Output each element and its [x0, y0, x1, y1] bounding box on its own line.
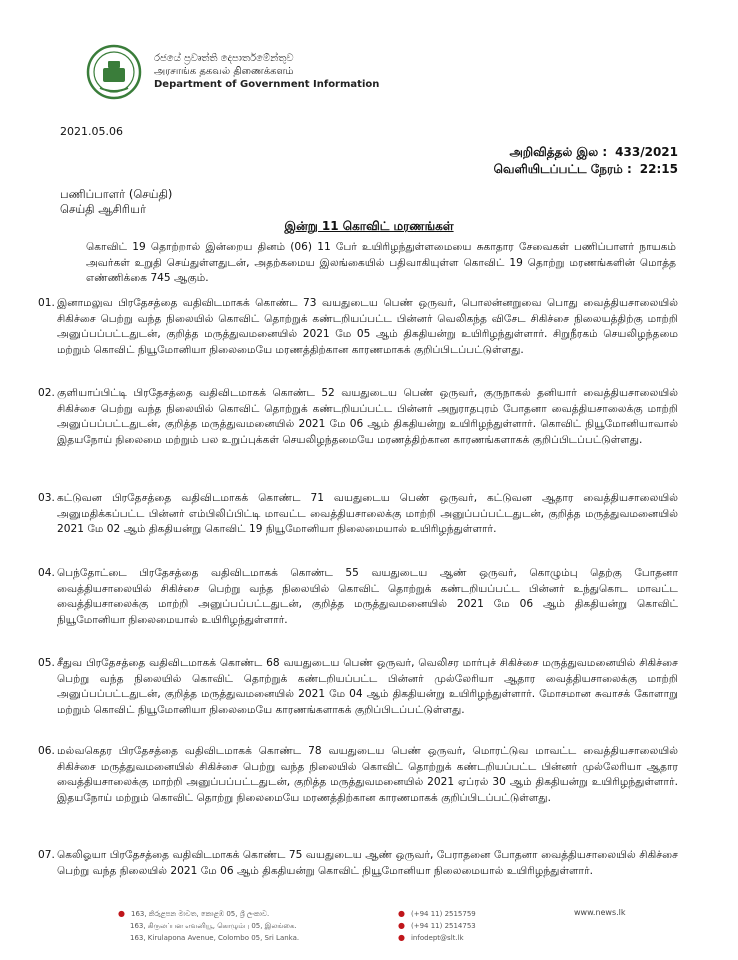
location-icon: ●: [118, 909, 125, 918]
item-text: கட்டுவன பிரதேசத்தை வதிவிடமாகக் கொண்ட 71 வயதுடைய பெண் ஒருவர், கட்டுவன ஆதார வைத்தியசாலையில் அனுமதிக்கப்பட்ட பின்னர் எம்பிலிப்பிட்டி மாவட்ட வைத்தியசாலைக்கு மாற்றி அனுப்பப்பட்டதுடன், குறித்த மருத்துவமனையில் 2021 மே 02 ஆம் திகதியன்று கொவிட் 19 நியூமோனியா நிலைமையால் உயிரிழந்துள்ளார்.: [57, 492, 678, 536]
item-text: மல்வகெதர பிரதேசத்தை வதிவிடமாகக் கொண்ட 78 வயதுடைய பெண் ஒருவர், மொரட்டுவ மாவட்ட வைத்தியசாலையில் சிகிச்சை மருத்துவமனையில் சிகிச்சை பெற்று வந்த நிலையில் கொவிட் தொற்றுக் கண்டறியப்பட்ட பின்னர் முல்லேரியா ஆதார வைத்தியசாலைக்கு மாற்றி அனுப்பப்பட்டதுடன், குறித்த மருத்துவமனையில் 2021 ஏப்ரல் 30 ஆம் திகதியன்று உயிரிழந்துள்ளார். இதயநோய் மற்றும் கொவிட் தொற்று நிலைமையே மரணத்திற்கான காரணமாகக் குறிப்பிடப்பட்டுள்ளது.: [57, 745, 678, 804]
org-name-english: Department of Government Information: [154, 79, 380, 90]
release-time-label: வெளியிடப்பட்ட நேரம் :: [493, 162, 632, 176]
fax-number: (+94 11) 2514753: [410, 922, 476, 930]
fax-icon: ●: [398, 921, 405, 930]
list-item: [38, 386, 678, 448]
item-number: 03.: [38, 492, 55, 504]
notice-number: 433/2021: [615, 145, 678, 159]
contact-block: [398, 908, 476, 944]
item-text: கெலிஓயா பிரதேசத்தை வதிவிடமாகக் கொண்ட 75 வயதுடைய ஆண் ஒருவர், பேராதனை போதனா வைத்தியசாலையில் சிகிச்சை பெற்று வந்த நிலையில் 2021 மே 06 ஆம் திகதியன்று கொவிட் நியூமோனியா நிலைமையால் உயிரிழந்துள்ளார்.: [57, 849, 678, 877]
letterhead: [86, 44, 386, 100]
item-number: 05.: [38, 657, 55, 669]
item-text: குளியாப்பிட்டி பிரதேசத்தை வதிவிடமாகக் கொண்ட 52 வயதுடைய பெண் ஒருவர், குருநாகல் தனியார் வைத்தியசாலையில் சிகிச்சை பெற்று வந்த நிலையில் கொவிட் தொற்றுக் கண்டறியப்பட்ட பின்னர் அநுராதபுரம் போதனா வைத்தியசாலைக்கு மாற்றி அனுப்பப்பட்டதுடன், குறித்த மருத்துவமனையில் 2021 மே 06 ஆம் திகதியன்று உயிரிழந்துள்ளார். கொவிட் நியூமோனியாவால் இதயநோய் நிலைமை மற்றும் பல உறுப்புக்கள் செயலிழந்தமையே மரணத்திற்கான காரணங்களாகக் குறிப்பிடப்பட்டுள்ளது.: [57, 387, 678, 446]
list-item: [38, 744, 678, 806]
item-number: 02.: [38, 387, 55, 399]
letterhead-footer: [0, 908, 738, 960]
reference-block: [494, 144, 678, 178]
website-link[interactable]: www.news.lk: [574, 908, 626, 917]
org-name-tamil: அரசாங்க தகவல் திணைக்களம்: [154, 66, 294, 77]
address-tamil: 163, கிருலப்பன எவனியூ, கொழும்பு 05, இலங்கை.: [130, 922, 297, 930]
item-number: 01.: [38, 297, 55, 309]
phone-icon: ●: [398, 909, 405, 918]
item-text: சீதுவ பிரதேசத்தை வதிவிடமாகக் கொண்ட 68 வயதுடைய பெண் ஒருவர், வெலிசர மார்புச் சிகிச்சை மருத்துவமனையில் சிகிச்சை பெற்று வந்த நிலையில் கொவிட் தொற்றுக் கண்டறியப்பட்ட பின்னர் முல்லேரியா ஆதார வைத்தியசாலைக்கு மாற்றி அனுப்பப்பட்டதுடன், குறித்த மருத்துவமனையில் 2021 மே 04 ஆம் திகதியன்று உயிரிழந்துள்ளார். மோசமான சுவாசக் கோளாறு மற்றும் கொவிட் நியூமோனியா நிலைமையே காரணங்களாகக் குறிப்பிடப்பட்டுள்ளது.: [57, 657, 678, 716]
document-title: இன்று 11 கொவிட் மரணங்கள்: [284, 219, 454, 233]
release-date: 2021.05.06: [60, 125, 123, 138]
item-text: இனாமலுவ பிரதேசத்தை வதிவிடமாகக் கொண்ட 73 வயதுடைய பெண் ஒருவர், பொலன்னறுவை பொது வைத்தியசாலையில் சிகிச்சை பெற்று வந்த நிலையில் கொவிட் தொற்றுக் கண்டறியப்பட்ட பின்னர் வெலிகந்த விசேட சிகிச்சை நிலையத்திற்கு மாற்றி அனுப்பப்பட்டதுடன், குறித்த மருத்துவமனையில் 2021 மே 05 ஆம் திகதியன்று உயிரிழந்துள்ளார். சிறுநீரகம் செயலிழந்தமை மற்றும் கொவிட் நியூமோனியா நிலைமையே மரணத்திற்கான காரணமாகக் குறிப்பிடப்பட்டுள்ளது.: [57, 297, 678, 356]
item-text: பெந்தோட்டை பிரதேசத்தை வதிவிடமாகக் கொண்ட 55 வயதுடைய ஆண் ஒருவர், கொழும்பு தெற்கு போதனா வைத்தியசாலையில் சிகிச்சை பெற்று வந்த நிலையில் கொவிட் தொற்றுக் கண்டறியப்பட்ட பின்னர் உந்துகொட மாவட்ட வைத்தியசாலைக்கு மாற்றி அனுப்பப்பட்டதுடன், குறித்த மருத்துவமனையில் 2021 மே 06 ஆம் திகதியன்று கொவிட் நியூமோனியா நிலைமையால் உயிரிழந்துள்ளார்.: [57, 567, 678, 626]
address-english: 163, Kirulapona Avenue, Colombo 05, Sri Lanka.: [130, 934, 300, 942]
recipients: [60, 187, 172, 217]
recipient-director: பணிப்பாளர் (செய்தி): [60, 187, 173, 201]
recipient-editor: செய்தி ஆசிரியர்: [60, 202, 146, 216]
item-number: 07.: [38, 849, 55, 861]
email-icon: ●: [398, 933, 405, 942]
phone-number: (+94 11) 2515759: [410, 910, 476, 918]
release-time: 22:15: [639, 162, 678, 176]
list-item: [38, 296, 678, 358]
org-name-sinhala: රජයේ ප්‍රවෘත්ති දෙපාර්තමේන්තුව: [154, 53, 294, 64]
list-item: [38, 848, 678, 879]
intro-paragraph: கொவிட் 19 தொற்றால் இன்றைய தினம் (06) 11 பேர் உயிரிழந்துள்ளமையை சுகாதார சேவைகள் பணிப்பாளர் நாயகம் அவர்கள் உறுதி செய்துள்ளதுடன், அதற்கமைய இலங்கையில் பதிவாகியுள்ள கொவிட் 19 தொற்று மரணங்களின் மொத்த எண்ணிக்கை 745 ஆகும்.: [86, 241, 676, 284]
notice-number-label: அறிவித்தல் இல :: [509, 145, 608, 159]
email-address: infodept@slt.lk: [410, 934, 464, 942]
list-item: [38, 656, 678, 718]
item-number: 04.: [38, 567, 55, 579]
list-item: [38, 491, 678, 538]
item-number: 06.: [38, 745, 55, 757]
government-emblem-icon: [86, 44, 142, 100]
list-item: [38, 566, 678, 628]
address-block: [118, 908, 299, 944]
address-sinhala: 163, කිරුළපන මාවත, කොළඹ 05, ශ්‍රී ලංකාව.: [130, 910, 270, 918]
